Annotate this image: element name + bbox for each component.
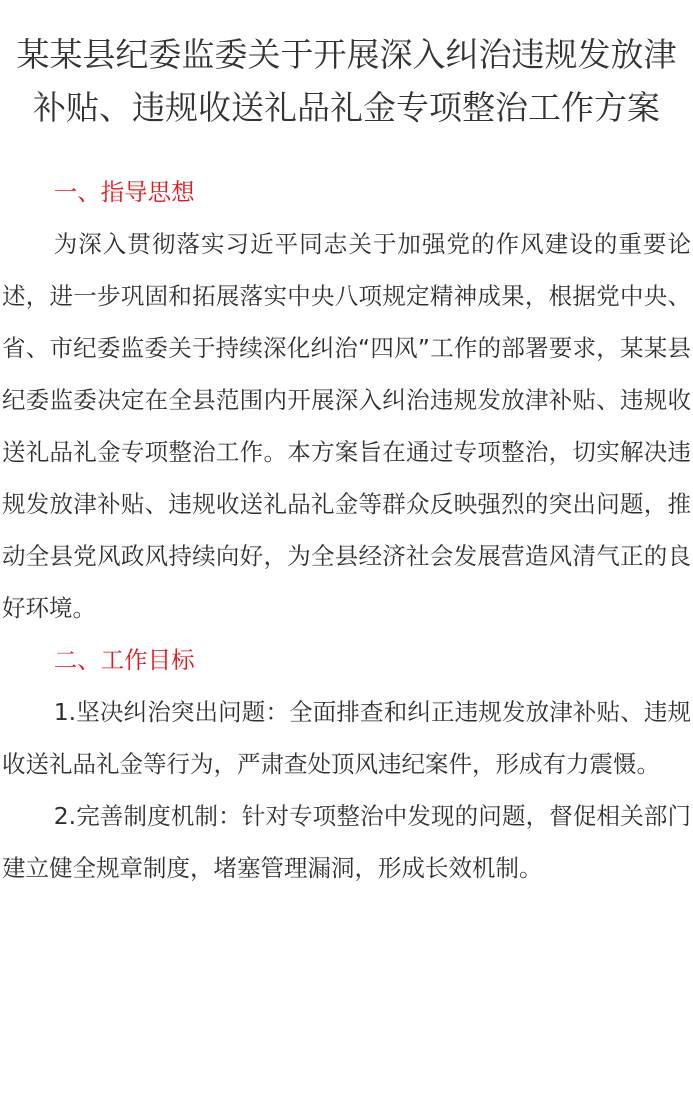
document-body [2,166,691,894]
paragraph-goal-2: 2.完善制度机制：针对专项整治中发现的问题，督促相关部门建立健全规章制度，堵塞管理漏洞，形成长效机制。 [2,802,691,882]
paragraph-goal-1: 1.坚决纠治突出问题：全面排查和纠正违规发放津补贴、违规收送礼品礼金等行为，严肃查处顶风违纪案件，形成有力震慑。 [2,698,691,778]
section-heading-work-goals: 二、工作目标 [53,646,195,674]
paragraph-guiding-ideology: 为深入贯彻落实习近平同志关于加强党的作风建设的重要论述，进一步巩固和拓展落实中央八项规定精神成果，根据党中央、省、市纪委监委关于持续深化纠治“四风”工作的部署要求，某某县纪委监委决定在全县范围内开展深入纠治违规发放津补贴、违规收送礼品礼金专项整治工作。本方案旨在通过专项整治，切实解决违规发放津补贴、违规收送礼品礼金等群众反映强烈的突出问题，推动全县党风政风持续向好，为全县经济社会发展营造风清气正的良好环境。 [2,230,691,622]
document-title: 某某县纪委监委关于开展深入纠治违规发放津补贴、违规收送礼品礼金专项整治工作方案 [16,35,677,127]
section-heading-guiding-ideology: 一、指导思想 [53,178,195,206]
